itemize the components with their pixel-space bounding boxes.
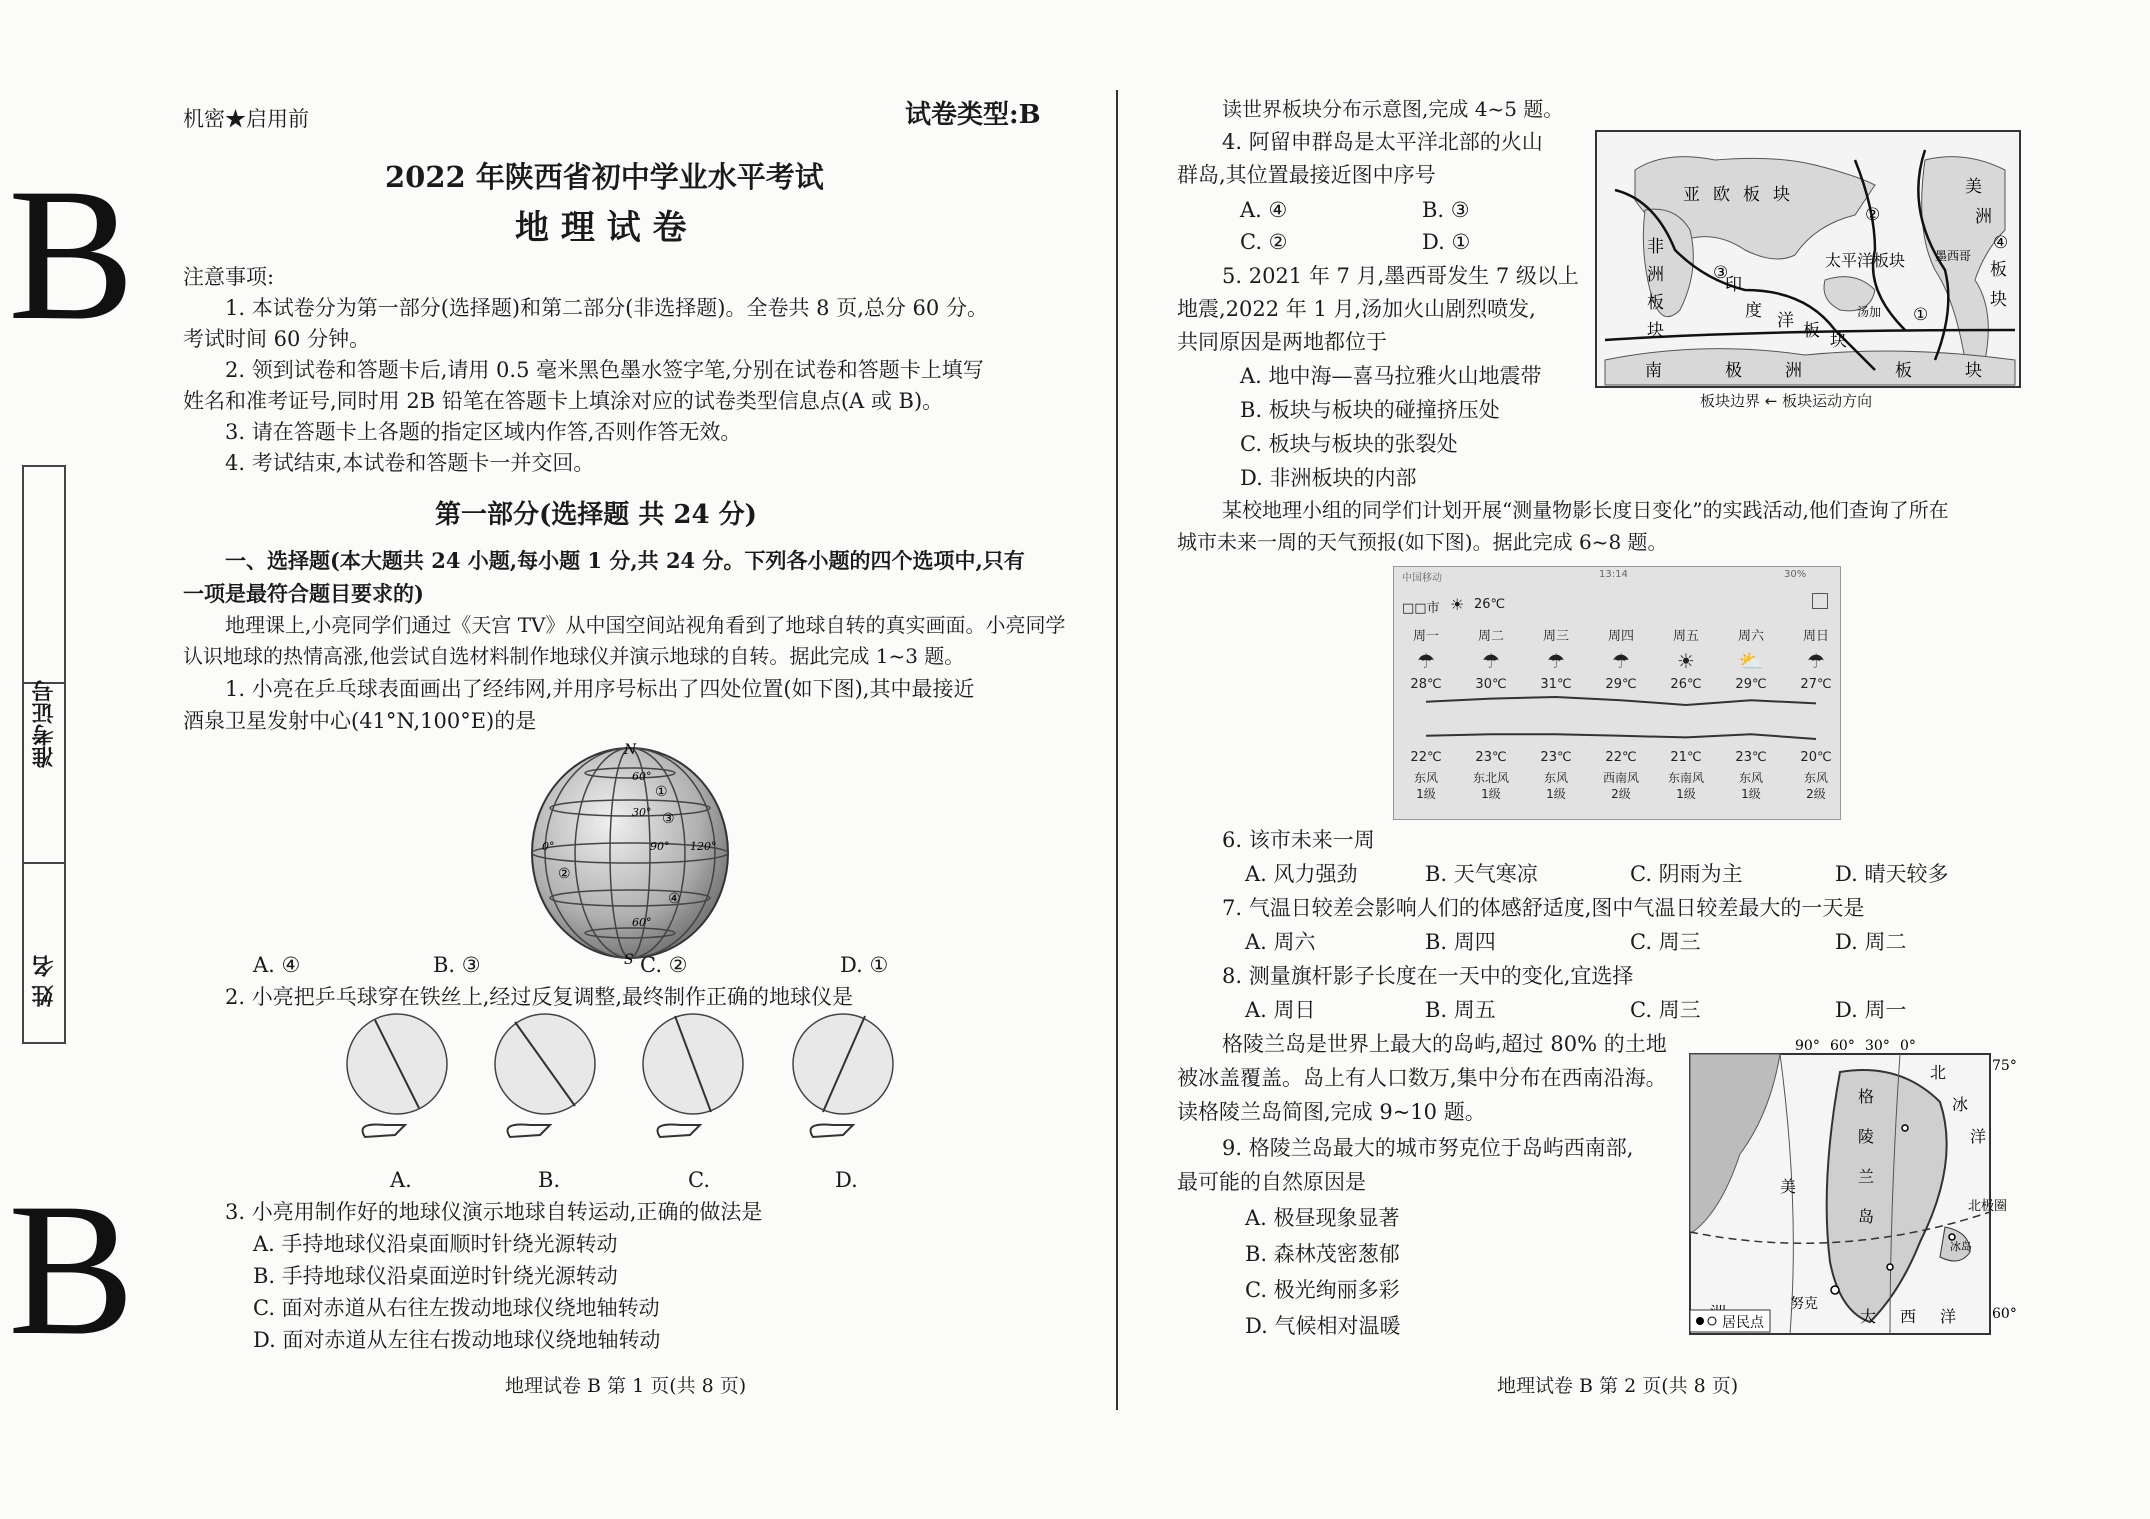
globe-label-60s: 60° <box>632 916 652 929</box>
note-line-1: 1. 本试卷分为第一部分(选择题)和第二部分(非选择题)。全卷共 8 页,总分 60 分。 <box>225 296 988 320</box>
weather-wind: 东风 <box>1738 771 1763 785</box>
greenland-intro-3: 读格陵兰岛简图,完成 9~10 题。 <box>1177 1100 1486 1124</box>
weather-wind-level: 1级 <box>1481 787 1501 801</box>
q5-line-3: 共同原因是两地都位于 <box>1177 330 1387 354</box>
page-divider <box>1116 90 1118 1410</box>
weather-day: 周日 <box>1802 629 1829 644</box>
q4-option-b: B. ③ <box>1422 198 1470 222</box>
globe-marker-1: ① <box>655 784 668 800</box>
q5-option-a: A. 地中海—喜马拉雅火山地震带 <box>1240 364 1542 388</box>
gl-arctic-3: 洋 <box>1970 1127 1987 1146</box>
weather-low: 22℃ <box>1410 750 1442 765</box>
name-label: 姓 名 <box>31 955 57 1007</box>
plate-label-antarctic-2: 极 <box>1725 361 1742 381</box>
gl-island-4: 岛 <box>1858 1207 1875 1226</box>
weather-low: 23℃ <box>1540 750 1572 765</box>
plate-label-east-1: 板 <box>1990 260 2007 280</box>
q1-option-d: D. ① <box>840 953 889 977</box>
gl-lon-30: 30° <box>1865 1038 1890 1054</box>
weather-high: 29℃ <box>1605 677 1637 692</box>
globe-marker-4: ④ <box>668 891 681 907</box>
plate-label-asia-2: 欧 <box>1713 185 1730 205</box>
plate-intro: 读世界板块分布示意图,完成 4~5 题。 <box>1222 97 1564 121</box>
plate-label-indian-4: 板 <box>1803 321 1820 341</box>
paper-type: 试卷类型:B <box>905 100 1041 130</box>
paper-type-letter-top: B <box>8 150 135 360</box>
globe-label-120: 120° <box>690 840 717 853</box>
plate-label-africa-1: 非 <box>1647 237 1664 257</box>
weather-wind-level: 2级 <box>1806 787 1826 801</box>
q2-option-d: D. <box>835 1168 858 1192</box>
gl-island-1: 格 <box>1858 1087 1875 1106</box>
cloudy-sun-icon: ⛅ <box>1738 649 1764 673</box>
greenland-intro-2: 被冰盖覆盖。岛上有人口数万,集中分布在西南沿海。 <box>1177 1066 1667 1090</box>
plate-label-pacific: 太平洋板块 <box>1825 251 1906 270</box>
q7-option-d: D. 周二 <box>1835 930 1907 954</box>
q1-option-c: C. ② <box>640 953 688 977</box>
subject-title: 地 理 试 卷 <box>515 208 687 248</box>
plate-label-africa-3: 板 <box>1647 293 1664 313</box>
plate-label-america-1: 美 <box>1965 177 1982 197</box>
q9-option-b: B. 森林茂密葱郁 <box>1245 1242 1400 1266</box>
plate-label-asia-3: 板 <box>1743 185 1760 205</box>
weather-day: 周二 <box>1477 629 1504 644</box>
gl-arctic-1: 北 <box>1930 1063 1947 1082</box>
q9-option-c: C. 极光绚丽多彩 <box>1245 1278 1400 1302</box>
q4-line-1: 4. 阿留申群岛是太平洋北部的火山 <box>1222 130 1543 154</box>
q4-option-d: D. ① <box>1422 230 1471 254</box>
globe-option-d <box>793 1014 893 1137</box>
intro-line-2: 认识地球的热情高涨,他尝试自选材料制作地球仪并演示地球的自转。据此完成 1~3 题。 <box>183 644 965 668</box>
plate-label-asia-4: 块 <box>1773 185 1790 205</box>
plate-label-africa-2: 洲 <box>1647 265 1664 285</box>
weather-current-temp: 26℃ <box>1474 597 1506 612</box>
weather-low: 22℃ <box>1605 750 1637 765</box>
gl-nuuk: 努克 <box>1790 1296 1818 1312</box>
note-line-5: 3. 请在答题卡上各题的指定区域内作答,否则作答无效。 <box>225 420 742 444</box>
plate-label-east-2: 块 <box>1990 290 2007 310</box>
page-2-footer: 地理试卷 B 第 2 页(共 8 页) <box>1497 1375 1739 1397</box>
section-instructions-2: 一项是最符合题目要求的) <box>183 581 424 606</box>
globe-marker-2: ② <box>558 866 571 882</box>
q6-option-c: C. 阴雨为主 <box>1630 862 1743 886</box>
gl-iceland: 冰岛 <box>1950 1240 1972 1253</box>
gl-lat-75: 75° <box>1992 1058 2017 1074</box>
q6-option-b: B. 天气寒凉 <box>1425 862 1538 886</box>
weather-day: 周六 <box>1737 629 1764 644</box>
q1-option-a: A. ④ <box>253 953 301 977</box>
weather-high: 30℃ <box>1475 677 1507 692</box>
weather-intro-2: 城市未来一周的天气预报(如下图)。据此完成 6~8 题。 <box>1177 530 1668 554</box>
weather-status-time: 13:14 <box>1599 569 1628 580</box>
rain-icon: ☂ <box>1417 649 1435 673</box>
q1-option-b: B. ③ <box>433 953 481 977</box>
section-instructions-1: 一、选择题(本大题共 24 小题,每小题 1 分,共 24 分。下列各小题的四个选项中,只有 <box>225 548 1025 573</box>
weather-low: 23℃ <box>1475 750 1507 765</box>
plate-marker-3: ③ <box>1713 263 1729 283</box>
q8-option-b: B. 周五 <box>1425 998 1496 1022</box>
q9-line-2: 最可能的自然原因是 <box>1177 1170 1366 1194</box>
q2-option-c: C. <box>688 1168 710 1192</box>
part1-title: 第一部分(选择题 共 24 分) <box>435 500 757 530</box>
weather-forecast-figure <box>1393 566 1841 820</box>
plate-label-indian-5: 块 <box>1830 331 1847 351</box>
q6-option-d: D. 晴天较多 <box>1835 862 1949 886</box>
weather-day: 周四 <box>1607 629 1634 644</box>
globe-marker-3: ③ <box>662 811 675 827</box>
plate-marker-2: ② <box>1865 205 1881 225</box>
greenland-map <box>1680 1032 2020 1352</box>
gl-island-2: 陵 <box>1858 1127 1875 1146</box>
q7-option-c: C. 周三 <box>1630 930 1701 954</box>
q7-option-a: A. 周六 <box>1245 930 1316 954</box>
gl-lon-0: 0° <box>1900 1038 1916 1054</box>
q5-line-1: 5. 2021 年 7 月,墨西哥发生 7 级以上 <box>1222 264 1579 288</box>
rain-icon: ☂ <box>1807 649 1825 673</box>
q7-option-b: B. 周四 <box>1425 930 1496 954</box>
weather-wind-level: 1级 <box>1676 787 1696 801</box>
q8-option-c: C. 周三 <box>1630 998 1701 1022</box>
q7-text: 7. 气温日较差会影响人们的体感舒适度,图中气温日较差最大的一天是 <box>1222 896 1865 920</box>
confidential-mark: 机密★启用前 <box>183 107 309 131</box>
q9-option-a: A. 极昼现象显著 <box>1245 1206 1400 1230</box>
q5-option-d: D. 非洲板块的内部 <box>1240 466 1417 490</box>
q1-line-1: 1. 小亮在乒乓球表面画出了经纬网,并用序号标出了四处位置(如下图),其中最接近 <box>225 677 975 701</box>
weather-day: 周一 <box>1412 629 1439 644</box>
exam-title: 2022 年陕西省初中学业水平考试 <box>385 160 824 194</box>
q1-line-2: 酒泉卫星发射中心(41°N,100°E)的是 <box>183 709 537 733</box>
weather-day: 周三 <box>1542 629 1569 644</box>
weather-wind-level: 2级 <box>1611 787 1631 801</box>
globe-option-a <box>347 1014 447 1137</box>
gl-arctic-2: 冰 <box>1952 1095 1969 1114</box>
weather-wind: 东风 <box>1803 771 1828 785</box>
q6-text: 6. 该市未来一周 <box>1222 828 1375 852</box>
sun-icon: ☀ <box>1450 595 1465 614</box>
weather-day: 周五 <box>1672 629 1699 644</box>
gl-lon-60: 60° <box>1830 1038 1855 1054</box>
q2-text: 2. 小亮把乒乓球穿在铁丝上,经过反复调整,最终制作正确的地球仪是 <box>225 985 854 1009</box>
plate-label-indian-3: 洋 <box>1777 311 1794 331</box>
q4-option-a: A. ④ <box>1240 198 1288 222</box>
weather-intro-1: 某校地理小组的同学们计划开展“测量物影长度日变化”的实践活动,他们查询了所在 <box>1222 498 1949 522</box>
weather-wind-level: 1级 <box>1546 787 1566 801</box>
intro-line-1: 地理课上,小亮同学们通过《天宫 TV》从中国空间站视角看到了地球自转的真实画面。小亮同学 <box>225 613 1066 637</box>
paper-type-letter-bottom: B <box>8 1165 135 1375</box>
plate-label-africa-4: 块 <box>1647 321 1664 341</box>
plate-label-antarctic-4: 板 <box>1895 361 1912 381</box>
q2-option-b: B. <box>538 1168 561 1192</box>
weather-status-battery: 30% <box>1784 569 1807 580</box>
weather-high: 29℃ <box>1735 677 1767 692</box>
plate-marker-1: ① <box>1913 305 1929 325</box>
q5-line-2: 地震,2022 年 1 月,汤加火山剧烈喷发, <box>1177 297 1536 321</box>
plate-label-asia-1: 亚 <box>1683 185 1700 205</box>
q3-option-d: D. 面对赤道从左往右拨动地球仪绕地轴转动 <box>253 1328 661 1352</box>
weather-wind: 西南风 <box>1602 771 1639 785</box>
weather-city: □□市 <box>1402 601 1440 616</box>
q3-option-c: C. 面对赤道从右往左拨动地球仪绕地轴转动 <box>253 1296 660 1320</box>
globe-label-30: 30° <box>632 806 652 819</box>
plate-marker-4: ④ <box>1993 233 2009 253</box>
q6-option-a: A. 风力强劲 <box>1245 862 1358 886</box>
gl-atlantic-2: 西 <box>1900 1307 1917 1326</box>
q4-option-c: C. ② <box>1240 230 1288 254</box>
q3-option-b: B. 手持地球仪沿桌面逆时针绕光源转动 <box>253 1264 618 1288</box>
plate-label-antarctic-5: 块 <box>1965 361 1982 381</box>
note-line-4: 姓名和准考证号,同时用 2B 铅笔在答题卡上填涂对应的试卷类型信息点(A 或 B)。 <box>183 389 944 413</box>
exam-number-label: 准考证号 <box>31 680 57 768</box>
rain-icon: ☂ <box>1547 649 1565 673</box>
q5-option-c: C. 板块与板块的张裂处 <box>1240 432 1458 456</box>
note-line-2: 考试时间 60 分钟。 <box>183 327 371 351</box>
gl-arctic-circle: 北极圈 <box>1968 1199 2008 1214</box>
gl-lat-60: 60° <box>1992 1306 2017 1322</box>
plate-label-antarctic-1: 南 <box>1645 361 1662 381</box>
note-line-6: 4. 考试结束,本试卷和答题卡一并交回。 <box>225 451 595 475</box>
q3-text: 3. 小亮用制作好的地球仪演示地球自转运动,正确的做法是 <box>225 1200 763 1224</box>
q8-text: 8. 测量旗杆影子长度在一天中的变化,宜选择 <box>1222 964 1634 988</box>
plate-label-antarctic-3: 洲 <box>1785 361 1802 381</box>
rain-icon: ☂ <box>1482 649 1500 673</box>
globe-options-figure <box>345 1012 905 1162</box>
weather-low: 23℃ <box>1735 750 1767 765</box>
gl-atlantic-3: 洋 <box>1940 1307 1957 1326</box>
weather-high: 28℃ <box>1410 677 1442 692</box>
globe-option-c <box>643 1014 743 1137</box>
rain-icon: ☂ <box>1612 649 1630 673</box>
plate-label-america-2: 洲 <box>1975 207 1992 227</box>
gl-island-3: 兰 <box>1858 1167 1875 1186</box>
world-plate-map <box>1595 130 2021 390</box>
greenland-intro-1: 格陵兰岛是世界上最大的岛屿,超过 80% 的土地 <box>1222 1032 1667 1056</box>
plate-label-mexico: 墨西哥 <box>1935 249 1972 263</box>
page-1-footer: 地理试卷 B 第 1 页(共 8 页) <box>505 1375 747 1397</box>
sun-icon: ☀ <box>1677 649 1695 673</box>
globe-label-90: 90° <box>650 840 670 853</box>
weather-high: 31℃ <box>1540 677 1572 692</box>
weather-wind: 东南风 <box>1667 771 1704 785</box>
gl-legend: 居民点 <box>1722 1315 1764 1331</box>
plate-label-tonga: 汤加 <box>1857 305 1882 319</box>
weather-status-carrier: 中国移动 <box>1402 573 1442 584</box>
gl-lon-90: 90° <box>1795 1038 1820 1054</box>
q8-option-a: A. 周日 <box>1245 998 1316 1022</box>
plate-label-indian-2: 度 <box>1745 301 1762 321</box>
q8-option-d: D. 周一 <box>1835 998 1907 1022</box>
weather-wind: 东风 <box>1413 771 1438 785</box>
weather-wind-level: 1级 <box>1416 787 1436 801</box>
weather-wind: 东风 <box>1543 771 1568 785</box>
plate-label-indian-1: 印 <box>1725 275 1742 295</box>
weather-high: 26℃ <box>1670 677 1702 692</box>
globe-label-n: N <box>624 742 637 758</box>
plate-map-legend: 板块边界 ← 板块运动方向 <box>1700 392 1873 410</box>
gl-america-1: 美 <box>1780 1177 1797 1196</box>
globe-label-60n: 60° <box>632 770 652 783</box>
q2-option-a: A. <box>390 1168 412 1192</box>
temperature-curves <box>1394 567 1840 819</box>
weather-wind: 东北风 <box>1472 771 1509 785</box>
weather-low: 20℃ <box>1800 750 1832 765</box>
globe-option-b <box>495 1014 595 1137</box>
q4-line-2: 群岛,其位置最接近图中序号 <box>1177 163 1436 187</box>
weather-wind-level: 1级 <box>1741 787 1761 801</box>
note-line-3: 2. 领到试卷和答题卡后,请用 0.5 毫米黑色墨水签字笔,分别在试卷和答题卡上填写 <box>225 358 984 382</box>
graticule-globe-figure <box>520 738 740 968</box>
q5-option-b: B. 板块与板块的碰撞挤压处 <box>1240 398 1500 422</box>
q3-option-a: A. 手持地球仪沿桌面顺时针绕光源转动 <box>253 1232 618 1256</box>
notes-heading: 注意事项: <box>183 265 275 289</box>
globe-label-0: 0° <box>542 840 555 853</box>
q9-option-d: D. 气候相对温暖 <box>1245 1314 1401 1338</box>
weather-high: 27℃ <box>1800 677 1832 692</box>
q9-line-1: 9. 格陵兰岛最大的城市努克位于岛屿西南部, <box>1222 1136 1634 1160</box>
gl-atlantic-1: 大 <box>1860 1307 1877 1326</box>
weather-low: 21℃ <box>1670 750 1702 765</box>
globe-label-s: S <box>624 952 634 968</box>
